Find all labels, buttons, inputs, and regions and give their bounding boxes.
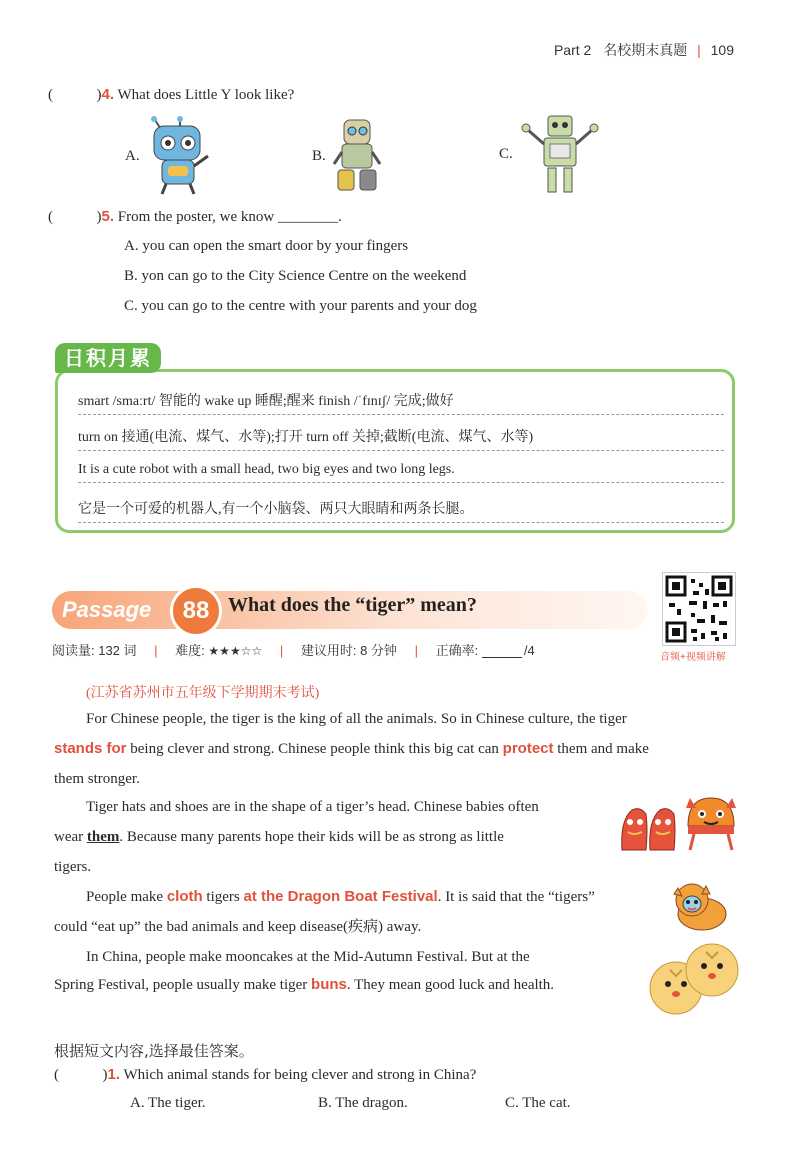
vocab-line-1: smart /smaːrt/ 智能的 wake up 睡醒;醒来 finish /ˈfɪnɪʃ/ 完成;做好 [78,390,724,415]
meta-divider: | [154,643,158,658]
page-header [554,40,734,60]
paragraph-2-line-1: Tiger hats and shoes are in the shape of a tiger’s head. Chinese babies often [86,799,539,815]
page-number: 109 [710,42,734,58]
paragraph-2-line-2 [54,822,616,852]
tiger-hat-image [682,792,740,859]
paragraph-text: tigers [202,889,244,905]
paragraph-text: them and make [553,741,649,757]
q5-option-a: A. you can open the smart door by your fingers [124,238,409,254]
question-text: What does Little Y look like? [117,87,295,103]
robot-b-image [332,114,382,199]
passage-title: What does the “tiger” mean? [228,594,477,616]
suggested-time: 建议用时: 8 分钟 [300,643,397,658]
accuracy-total: /4 [523,643,535,658]
paragraph-text: Spring Festival, people usually make tiger [54,977,312,993]
paragraph-text: . Because many parents hope their kids will be as strong as little [119,829,504,845]
keyword-protect: protect [502,740,554,757]
vocabulary-tag: 日积月累 [55,343,161,373]
paragraph-text: being clever and strong. Chinese people think this big cat can [126,741,503,757]
q4-option-b-label: B. [312,148,326,164]
difficulty-stars: ★★★☆☆ [208,644,263,658]
answer-paren-open: ( [48,87,53,103]
passage-number: 88 [170,585,222,637]
question-4 [48,86,294,104]
paragraph-3-line-2: could “eat up” the bad animals and keep disease(疾病) away. [54,919,422,935]
q4-option-c-label: C. [499,146,513,162]
q5-option-b: B. yon can go to the City Science Centre on the weekend [124,268,467,284]
tiger-shoes-image [618,800,678,857]
paragraph-text: People make [86,889,167,905]
qr-code-image[interactable] [662,572,736,646]
q4-option-a-label: A. [125,148,140,164]
paragraph-2-line-3: tigers. [54,859,92,875]
keyword-cloth: cloth [166,888,203,905]
question-number: 1. [107,1066,121,1083]
robot-a-image [146,116,214,201]
vocabulary-box [55,343,733,531]
reading-count: 阅读量: 132 词 [52,643,137,658]
question-text: Which animal stands for being clever and strong in China? [123,1067,477,1083]
passage-label: Passage [62,597,152,622]
paragraph-4-line-2 [54,970,644,1000]
paragraph-1-line-2 [54,734,738,764]
answer-paren-close: ) [96,209,102,225]
q1-option-c: C. The cat. [505,1095,571,1111]
header-divider: | [697,42,701,58]
keyword-dragon-boat-festival: at the Dragon Boat Festival [243,888,438,905]
question-text: From the poster, we know ________. [117,209,342,225]
accuracy-label: 正确率: [435,643,479,658]
tiger-buns-image [648,940,740,1021]
answer-paren-close: ) [102,1067,108,1083]
paragraph-1-line-3: them stronger. [54,771,140,787]
paragraph-text: wear [54,829,87,845]
keyword-stands-for: stands for [54,740,127,757]
accuracy-blank[interactable] [482,645,522,658]
passage-meta [52,640,535,659]
paragraph-3-line-1 [86,882,666,912]
paragraph-text: . They mean good luck and health. [346,977,555,993]
vocabulary-box-frame [55,369,735,533]
q1-option-a: A. The tiger. [130,1095,206,1111]
answer-paren-open: ( [48,209,53,225]
paragraph-1-line-1: For Chinese people, the tiger is the king of all the animals. So in Chinese culture, the tiger [86,711,627,727]
meta-divider: | [279,643,284,658]
vocab-line-2: turn on 接通(电流、煤气、水等);打开 turn off 关掉;截断(电流、煤气、水等) [78,426,724,451]
q5-option-c: C. you can go to the centre with your parents and your dog [124,298,477,314]
vocab-line-4: 它是一个可爱的机器人,有一个小脑袋、两只大眼睛和两条长腿。 [78,498,724,523]
part-label: Part 2 [553,42,592,58]
answer-paren-close: ) [96,87,102,103]
section-label: 名校期末真题 [603,42,688,58]
cloth-tiger-image [672,880,730,937]
paragraph-4-line-1: In China, people make mooncakes at the Mid-Autumn Festival. But at the [86,949,530,965]
question-5 [48,208,342,226]
answer-paren-open: ( [54,1067,59,1083]
paragraph-text: . It is said that the “tigers” [437,889,595,905]
q1-option-b: B. The dragon. [318,1095,408,1111]
robot-c-image [520,112,600,201]
question-number: 4. [101,86,115,103]
question-1 [54,1066,476,1084]
difficulty-label: 难度: [175,643,205,658]
instructions: 根据短文内容,选择最佳答案。 [54,1042,254,1060]
vocab-line-3: It is a cute robot with a small head, two big eyes and two long legs. [78,462,724,483]
passage-title-bar [52,585,648,633]
qr-code-label: 音频+视频讲解 [660,652,726,663]
keyword-them: them [86,829,120,845]
passage-source: (江苏省苏州市五年级下学期期末考试) [86,686,320,701]
meta-divider: | [414,643,418,658]
question-number: 5. [101,208,115,225]
keyword-buns: buns [311,976,347,993]
